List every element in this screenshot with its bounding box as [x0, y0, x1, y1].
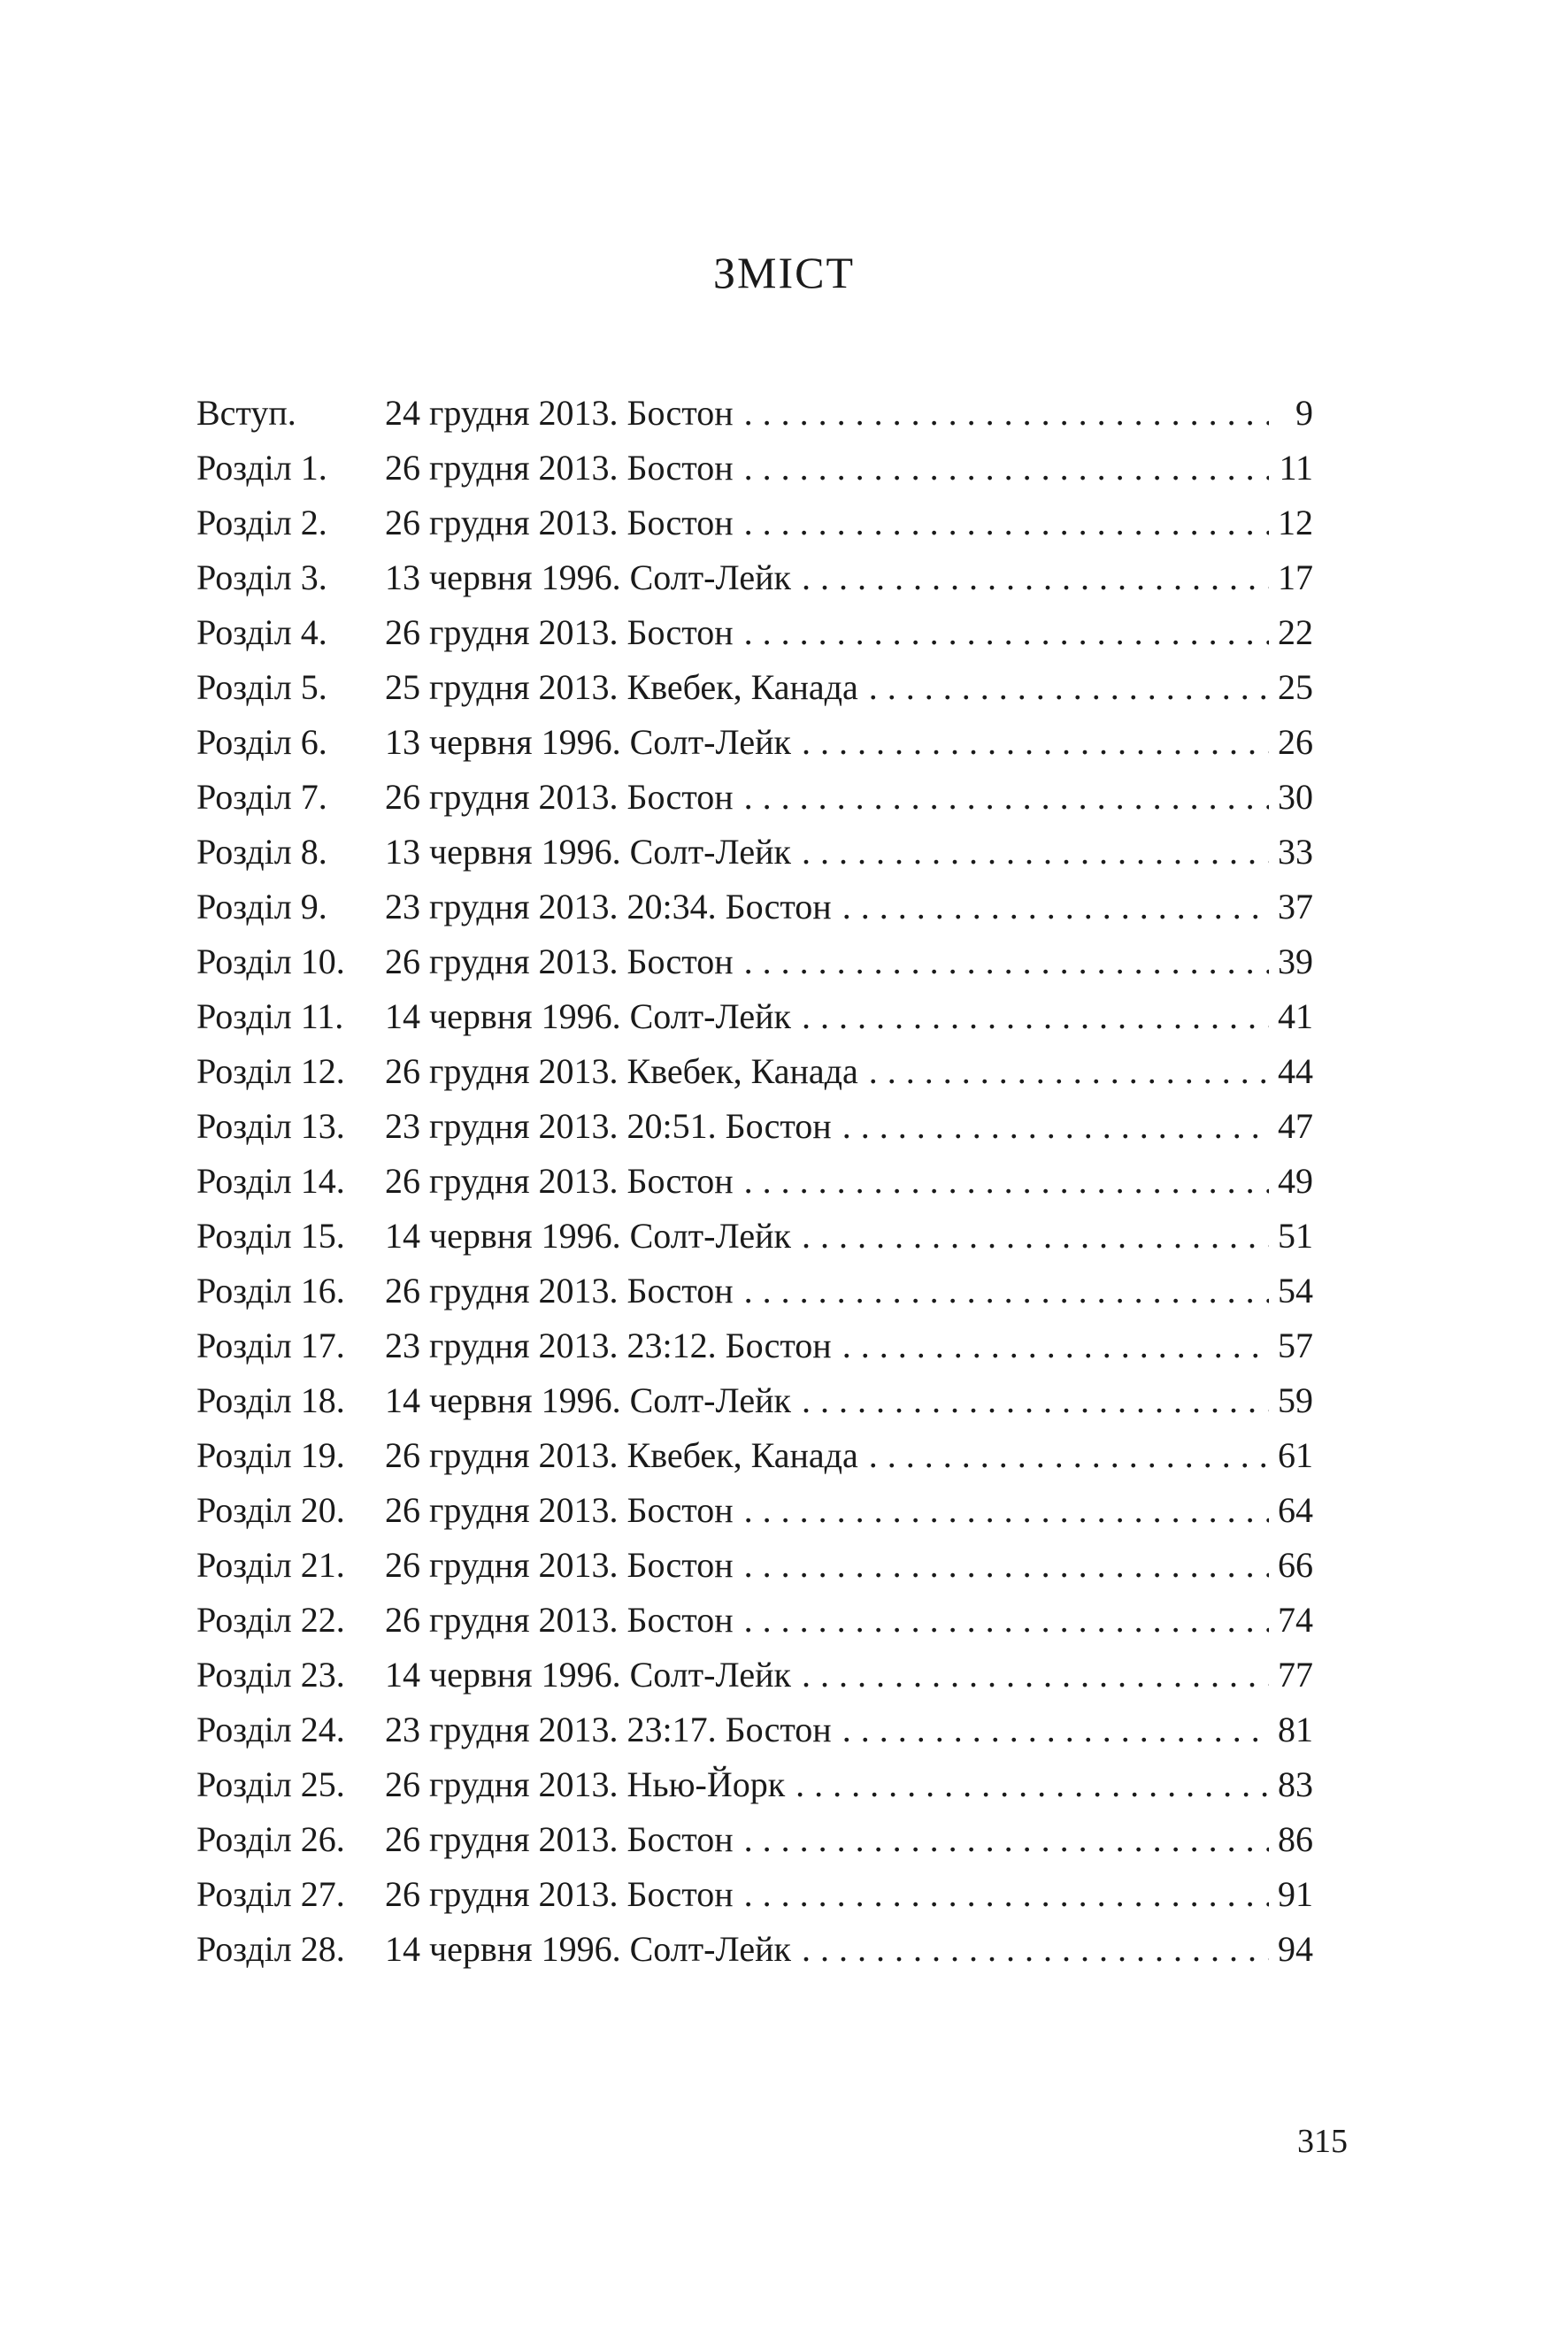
- toc-entry-title: 14 червня 1996. Солт-Лейк: [385, 1655, 791, 1695]
- toc-entry-label: Розділ 17.: [196, 1326, 345, 1365]
- toc-entry-title: 25 грудня 2013. Квебек, Канада: [385, 667, 858, 707]
- toc-entry: [196, 1703, 1313, 1757]
- toc-entry: [196, 934, 1313, 989]
- dot-leader: [802, 550, 1269, 605]
- toc-entry-page: 11: [1279, 448, 1313, 488]
- toc-entry: [196, 1373, 1313, 1428]
- toc-entry-page: 41: [1278, 996, 1313, 1036]
- toc-entry-page: 25: [1278, 667, 1313, 707]
- toc-entry-page: 17: [1278, 557, 1313, 597]
- toc-entry-page: 77: [1278, 1655, 1313, 1695]
- toc-entry-title: 26 грудня 2013. Бостон: [385, 777, 734, 817]
- toc-entry: [196, 1154, 1313, 1209]
- toc-entry-label: Розділ 22.: [196, 1600, 345, 1640]
- toc-entry-page: 33: [1278, 832, 1313, 872]
- toc-entry-label: Розділ 16.: [196, 1271, 345, 1311]
- toc-entry: [196, 1318, 1313, 1373]
- toc-entry: [196, 825, 1313, 880]
- toc-entry-page: 26: [1278, 722, 1313, 762]
- toc-entry: [196, 1812, 1313, 1867]
- toc-entry: [196, 1922, 1313, 1977]
- toc-entry-label: Розділ 27.: [196, 1874, 345, 1914]
- toc-entry-label: Розділ 10.: [196, 942, 345, 981]
- toc-entry-page: 91: [1278, 1874, 1313, 1914]
- toc-entry-page: 61: [1278, 1435, 1313, 1475]
- dot-leader: [744, 1812, 1269, 1867]
- dot-leader: [796, 1757, 1269, 1812]
- dot-leader: [869, 1044, 1269, 1099]
- toc-entry-page: 86: [1278, 1819, 1313, 1859]
- toc-entry-label: Розділ 14.: [196, 1161, 345, 1201]
- toc-entry: [196, 1648, 1313, 1703]
- toc-entry: [196, 880, 1313, 934]
- toc-entry-page: 54: [1278, 1271, 1313, 1311]
- toc-entry-label: Розділ 5.: [196, 667, 327, 707]
- toc-entry: [196, 386, 1313, 441]
- toc-entry-page: 44: [1278, 1051, 1313, 1091]
- toc-entry-page: 39: [1278, 942, 1313, 981]
- toc-entry: [196, 496, 1313, 550]
- dot-leader: [744, 934, 1269, 989]
- toc-entry: [196, 1867, 1313, 1922]
- toc-entry-title: 26 грудня 2013. Квебек, Канада: [385, 1435, 858, 1475]
- dot-leader: [744, 770, 1269, 825]
- toc-entry-title: 26 грудня 2013. Квебек, Канада: [385, 1051, 858, 1091]
- dot-leader: [802, 1209, 1269, 1264]
- dot-leader: [802, 989, 1269, 1044]
- toc-entry-label: Розділ 8.: [196, 832, 327, 872]
- toc-entry-page: 66: [1278, 1545, 1313, 1585]
- toc-entry-page: 83: [1278, 1764, 1313, 1804]
- dot-leader: [744, 386, 1269, 441]
- toc-entry-page: 30: [1278, 777, 1313, 817]
- toc-entry-title: 14 червня 1996. Солт-Лейк: [385, 1380, 791, 1420]
- toc-entry-label: Вступ.: [196, 393, 296, 433]
- dot-leader: [744, 605, 1269, 660]
- toc-entry-title: 26 грудня 2013. Бостон: [385, 1874, 734, 1914]
- toc-entry-page: 59: [1278, 1380, 1313, 1420]
- dot-leader: [802, 825, 1269, 880]
- toc-entry: [196, 1538, 1313, 1593]
- dot-leader: [842, 880, 1269, 934]
- toc-entry-label: Розділ 13.: [196, 1106, 345, 1146]
- toc-entry-page: 9: [1295, 393, 1313, 433]
- toc-entry-title: 13 червня 1996. Солт-Лейк: [385, 557, 791, 597]
- toc-entry-label: Розділ 18.: [196, 1380, 345, 1420]
- toc-entry-label: Розділ 23.: [196, 1655, 345, 1695]
- toc-entry-label: Розділ 28.: [196, 1929, 345, 1969]
- dot-leader: [869, 660, 1269, 715]
- dot-leader: [744, 1538, 1269, 1593]
- toc-entry-title: 24 грудня 2013. Бостон: [385, 393, 734, 433]
- toc-entry-title: 13 червня 1996. Солт-Лейк: [385, 722, 791, 762]
- toc-entry-title: 14 червня 1996. Солт-Лейк: [385, 996, 791, 1036]
- toc-entry-page: 47: [1278, 1106, 1313, 1146]
- toc-entry-page: 12: [1278, 503, 1313, 542]
- dot-leader: [744, 496, 1269, 550]
- toc-entry-label: Розділ 7.: [196, 777, 327, 817]
- toc-entry-page: 74: [1278, 1600, 1313, 1640]
- toc-entry-page: 64: [1278, 1490, 1313, 1530]
- toc-entry: [196, 715, 1313, 770]
- toc-entry-label: Розділ 11.: [196, 996, 344, 1036]
- dot-leader: [744, 1593, 1269, 1648]
- toc-entry-label: Розділ 3.: [196, 557, 327, 597]
- toc-entry-title: 26 грудня 2013. Бостон: [385, 1819, 734, 1859]
- toc-entry: [196, 1593, 1313, 1648]
- toc-entry-title: 23 грудня 2013. 23:12. Бостон: [385, 1326, 832, 1365]
- toc-entry-label: Розділ 19.: [196, 1435, 345, 1475]
- dot-leader: [744, 1264, 1269, 1318]
- dot-leader: [802, 715, 1269, 770]
- toc-entry: [196, 1757, 1313, 1812]
- toc-entry-title: 23 грудня 2013. 23:17. Бостон: [385, 1710, 832, 1749]
- toc-entry: [196, 770, 1313, 825]
- toc-entry: [196, 550, 1313, 605]
- toc-entry-label: Розділ 21.: [196, 1545, 345, 1585]
- toc-entry: [196, 1428, 1313, 1483]
- toc-entry: [196, 441, 1313, 496]
- toc-entry-title: 26 грудня 2013. Бостон: [385, 942, 734, 981]
- toc-entry-title: 26 грудня 2013. Бостон: [385, 612, 734, 652]
- toc-entry-label: Розділ 4.: [196, 612, 327, 652]
- toc-entry-title: 23 грудня 2013. 20:34. Бостон: [385, 887, 832, 926]
- toc-entry: [196, 1044, 1313, 1099]
- toc-entry: [196, 1264, 1313, 1318]
- toc-entry-page: 94: [1278, 1929, 1313, 1969]
- dot-leader: [744, 1867, 1269, 1922]
- toc-entry-page: 51: [1278, 1216, 1313, 1256]
- toc-entry-page: 57: [1278, 1326, 1313, 1365]
- toc-entry-label: Розділ 24.: [196, 1710, 345, 1749]
- dot-leader: [744, 441, 1269, 496]
- toc-entry-title: 26 грудня 2013. Бостон: [385, 1545, 734, 1585]
- dot-leader: [802, 1648, 1269, 1703]
- toc-entry-title: 13 червня 1996. Солт-Лейк: [385, 832, 791, 872]
- toc-entry-label: Розділ 15.: [196, 1216, 345, 1256]
- toc-entry-page: 22: [1278, 612, 1313, 652]
- toc-entry-title: 26 грудня 2013. Нью-Йорк: [385, 1764, 786, 1804]
- toc-entry: [196, 1483, 1313, 1538]
- page-title: ЗМІСТ: [712, 248, 856, 297]
- toc-entry-title: 23 грудня 2013. 20:51. Бостон: [385, 1106, 832, 1146]
- toc-entry: [196, 1099, 1313, 1154]
- toc-entry-label: Розділ 12.: [196, 1051, 345, 1091]
- toc-entry: [196, 989, 1313, 1044]
- toc-entry-label: Розділ 2.: [196, 503, 327, 542]
- page-number: 315: [1297, 2123, 1348, 2160]
- dot-leader: [802, 1373, 1269, 1428]
- toc-entry-title: 26 грудня 2013. Бостон: [385, 1271, 734, 1311]
- toc-entry-title: 26 грудня 2013. Бостон: [385, 1600, 734, 1640]
- toc-entry-title: 26 грудня 2013. Бостон: [385, 448, 734, 488]
- toc-entry-page: 81: [1278, 1710, 1313, 1749]
- toc-entry-label: Розділ 25.: [196, 1764, 345, 1804]
- toc-entry-label: Розділ 6.: [196, 722, 327, 762]
- toc-entry-title: 26 грудня 2013. Бостон: [385, 503, 734, 542]
- dot-leader: [842, 1099, 1269, 1154]
- toc-entry-page: 49: [1278, 1161, 1313, 1201]
- toc-entry-page: 37: [1278, 887, 1313, 926]
- dot-leader: [744, 1483, 1269, 1538]
- toc-entry-title: 14 червня 1996. Солт-Лейк: [385, 1929, 791, 1969]
- dot-leader: [802, 1922, 1269, 1977]
- toc-entry: [196, 605, 1313, 660]
- table-of-contents: [196, 386, 1313, 1977]
- dot-leader: [869, 1428, 1269, 1483]
- toc-entry-title: 14 червня 1996. Солт-Лейк: [385, 1216, 791, 1256]
- dot-leader: [744, 1154, 1269, 1209]
- toc-entry-title: 26 грудня 2013. Бостон: [385, 1490, 734, 1530]
- toc-entry: [196, 660, 1313, 715]
- toc-entry-title: 26 грудня 2013. Бостон: [385, 1161, 734, 1201]
- toc-entry: [196, 1209, 1313, 1264]
- dot-leader: [842, 1318, 1269, 1373]
- dot-leader: [842, 1703, 1269, 1757]
- toc-entry-label: Розділ 9.: [196, 887, 327, 926]
- toc-entry-label: Розділ 1.: [196, 448, 327, 488]
- toc-entry-label: Розділ 26.: [196, 1819, 345, 1859]
- toc-entry-label: Розділ 20.: [196, 1490, 345, 1530]
